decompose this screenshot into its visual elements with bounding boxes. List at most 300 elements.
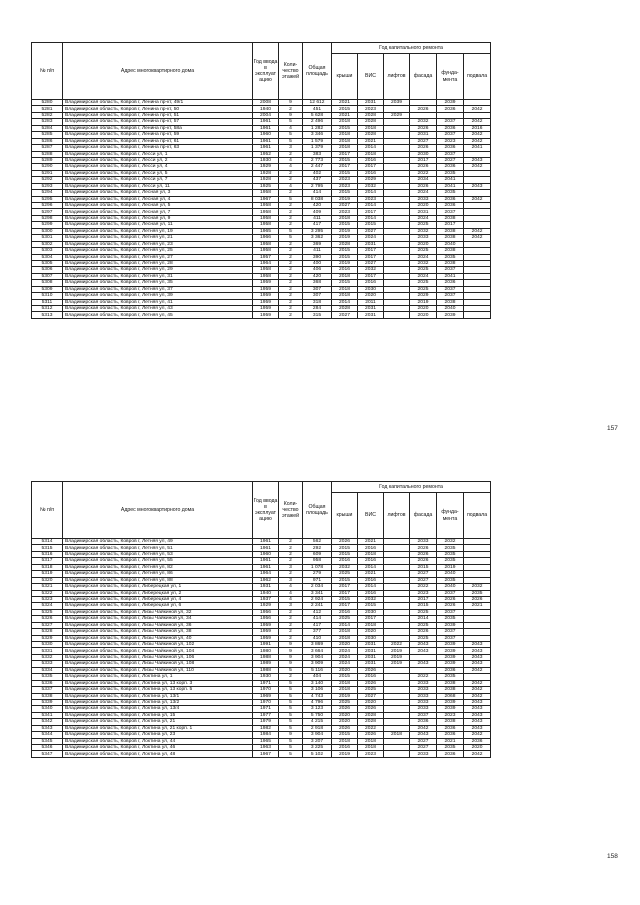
cell-value: 5 (279, 719, 303, 725)
cell-value: 1988 (253, 667, 279, 673)
cell-value: 2 (279, 209, 303, 215)
cell-value: 1959 (253, 635, 279, 641)
cell-value: 2023 (358, 106, 384, 112)
cell-value: 2068 (437, 693, 464, 699)
cell-value: 1958 (253, 222, 279, 228)
cell-value: 2 (279, 151, 303, 157)
cell-value: 2016 (464, 125, 491, 131)
cell-value: 2024 (332, 654, 358, 660)
cell-value: 2015 (332, 222, 358, 228)
header-floors: Коли-чество этажей (279, 43, 303, 100)
cell-value: 3 (279, 577, 303, 583)
table-row (32, 254, 491, 260)
cell-value: 2042 (464, 132, 491, 138)
cell-value: 2039 (437, 654, 464, 660)
cell-num: 5338 (32, 693, 63, 699)
cell-value (384, 312, 410, 318)
cell-value: 2032 (358, 596, 384, 602)
cell-value: 2036 (437, 725, 464, 731)
cell-value: 1960 (253, 132, 279, 138)
table-row (32, 138, 491, 144)
cell-address: Владимирская область, Ковров г, Ленина пр-кт, 49/1 (63, 100, 253, 106)
cell-value: 2 (279, 222, 303, 228)
cell-num: 5308 (32, 280, 63, 286)
cell-value: 1 078 (303, 564, 332, 570)
cell-address: Владимирская область, Ковров г, Лизы Чайкиной ул, 110 (63, 667, 253, 673)
cell-value: 5 (279, 751, 303, 757)
cell-address: Владимирская область, Ковров г, Летняя ул, 27 (63, 254, 253, 260)
cell-value: 2042 (464, 119, 491, 125)
cell-value: 2026 (410, 145, 437, 151)
cell-value: 2027 (410, 745, 437, 751)
cell-value: 2004 (253, 112, 279, 118)
cell-address: Владимирская область, Ковров г, Ленина пр-кт, 63 (63, 145, 253, 151)
header-basement: подвала (464, 54, 491, 100)
cell-value: 3 207 (303, 738, 332, 744)
cell-value: 2032 (464, 584, 491, 590)
cell-num: 5281 (32, 106, 63, 112)
cell-value: 4 743 (303, 693, 332, 699)
cell-num: 5331 (32, 648, 63, 654)
cell-address: Владимирская область, Ковров г, Локтина ул, 13/1 (63, 693, 253, 699)
cell-value: 1937 (253, 596, 279, 602)
cell-value: 2026 (410, 558, 437, 564)
cell-address: Владимирская область, Ковров г, Локтина ул, 48 (63, 751, 253, 757)
cell-value: 3 (279, 564, 303, 570)
cell-value: 1 379 (303, 145, 332, 151)
cell-value: 2027 (410, 738, 437, 744)
cell-num: 5285 (32, 132, 63, 138)
table-row (32, 248, 491, 254)
cell-value: 2035 (437, 545, 464, 551)
cell-value: 1988 (253, 654, 279, 660)
table-row (32, 215, 491, 221)
table-row (32, 712, 491, 718)
cell-value: 9 (279, 661, 303, 667)
table-row (32, 260, 491, 266)
cell-address: Владимирская область, Ковров г, Лесси ул, 2 (63, 157, 253, 163)
cell-value: 2027 (358, 228, 384, 234)
cell-value: 1959 (253, 312, 279, 318)
cell-value: 2031 (358, 648, 384, 654)
cell-value: 2015 (410, 603, 437, 609)
cell-value: 2017 (332, 151, 358, 157)
cell-address: Владимирская область, Ковров г, Лесная ул, 11 (63, 222, 253, 228)
cell-num: 5304 (32, 254, 63, 260)
cell-address: Владимирская область, Ковров г, Лесная ул, 9 (63, 215, 253, 221)
cell-value: 2037 (437, 267, 464, 273)
cell-num: 5297 (32, 209, 63, 215)
table-row (32, 732, 491, 738)
cell-value: 2039 (437, 312, 464, 318)
cell-value: 2032 (410, 119, 437, 125)
cell-value: 2025 (358, 687, 384, 693)
cell-value: 2038 (437, 299, 464, 305)
cell-value: 2025 (332, 699, 358, 705)
cell-value: 2018 (384, 732, 410, 738)
cell-value: 2037 (437, 209, 464, 215)
cell-value: 2019 (437, 564, 464, 570)
cell-value: 284 (303, 306, 332, 312)
cell-value: 2042 (464, 751, 491, 757)
table-row (32, 293, 491, 299)
cell-value: 5 (279, 725, 303, 731)
cell-value: 2016 (358, 280, 384, 286)
cell-value: 1964 (253, 260, 279, 266)
cell-value: 2014 (332, 622, 358, 628)
table-row (32, 622, 491, 628)
cell-value: 2019 (332, 751, 358, 757)
cell-value: 5 (279, 196, 303, 202)
cell-value: 2031 (358, 661, 384, 667)
cell-value: 2032 (410, 260, 437, 266)
cell-value: 2016 (358, 545, 384, 551)
cell-value: 2019 (332, 260, 358, 266)
cell-value: 1960 (253, 551, 279, 557)
cell-value: 2036 (410, 719, 437, 725)
cell-address: Владимирская область, Ковров г, Локтина ул, 13 корп. 3 (63, 680, 253, 686)
cell-value: 1929 (253, 603, 279, 609)
cell-value: 2039 (437, 706, 464, 712)
cell-value: 1959 (253, 622, 279, 628)
cell-address: Владимирская область, Ковров г, Лесси ул, 1 (63, 151, 253, 157)
table-row (32, 635, 491, 641)
cell-num: 5282 (32, 112, 63, 118)
cell-value: 2015 (332, 248, 358, 254)
cell-value: 414 (303, 616, 332, 622)
cell-value: 2 496 (303, 119, 332, 125)
cell-value: 2015 (410, 564, 437, 570)
cell-value: 4 (279, 596, 303, 602)
cell-value: 3 295 (303, 228, 332, 234)
cell-value: 1971 (253, 680, 279, 686)
cell-value: 1970 (253, 699, 279, 705)
cell-value: 2019 (384, 654, 410, 660)
table-row (32, 228, 491, 234)
table-row (32, 286, 491, 292)
cell-value: 2032 (358, 183, 384, 189)
cell-value: 2015 (332, 577, 358, 583)
cell-value: 2 (279, 299, 303, 305)
cell-value: 400 (303, 260, 332, 266)
cell-num: 5307 (32, 273, 63, 279)
cell-value: 2039 (437, 648, 464, 654)
cell-value: 417 (303, 622, 332, 628)
cell-address: Владимирская область, Ковров г, Лизы Чайкиной ул, 102 (63, 642, 253, 648)
cell-value: 2025 (410, 286, 437, 292)
cell-value: 2017 (358, 209, 384, 215)
table-row (32, 170, 491, 176)
table-row (32, 725, 491, 731)
cell-value: 562 (303, 539, 332, 545)
cell-value: 2043 (464, 712, 491, 718)
cell-value: 2017 (358, 273, 384, 279)
cell-address: Владимирская область, Ковров г, Летняя ул, 51 (63, 545, 253, 551)
cell-value: 2016 (332, 609, 358, 615)
cell-value: 2018 (332, 215, 358, 221)
cell-num: 5295 (32, 196, 63, 202)
cell-value: 2036 (437, 145, 464, 151)
cell-value: 2037 (437, 609, 464, 615)
cell-value: 3 123 (303, 706, 332, 712)
cell-value: 2018 (332, 629, 358, 635)
table-row (32, 745, 491, 751)
cell-value: 2022 (384, 642, 410, 648)
cell-value: 3 225 (303, 745, 332, 751)
table-row (32, 693, 491, 699)
cell-num: 5327 (32, 622, 63, 628)
cell-value: 2033 (410, 235, 437, 241)
cell-value: 2018 (332, 738, 358, 744)
cell-value: 2023 (437, 712, 464, 718)
cell-value: 2019 (384, 648, 410, 654)
cell-value: 2037 (437, 635, 464, 641)
cell-value (384, 751, 410, 757)
cell-num: 5298 (32, 215, 63, 221)
cell-value: 2021 (358, 539, 384, 545)
cell-value: 2 (279, 260, 303, 266)
cell-value: 2014 (358, 564, 384, 570)
table-row (32, 280, 491, 286)
cell-value: 2029 (384, 112, 410, 118)
cell-address: Владимирская область, Ковров г, Летняя ул, 31 (63, 273, 253, 279)
cell-value: 307 (303, 286, 332, 292)
cell-value: 9 (279, 654, 303, 660)
cell-value: 420 (303, 203, 332, 209)
cell-value: 3 904 (303, 654, 332, 660)
cell-value: 2019 (410, 299, 437, 305)
cell-num: 5333 (32, 661, 63, 667)
cell-value: 2014 (358, 215, 384, 221)
cell-value: 2026 (410, 164, 437, 170)
cell-value: 2 (279, 306, 303, 312)
cell-value: 2042 (464, 228, 491, 234)
cell-value: 2037 (437, 132, 464, 138)
cell-num: 5332 (32, 654, 63, 660)
cell-value: 2016 (332, 558, 358, 564)
cell-num: 5286 (32, 138, 63, 144)
cell-value: 3 904 (303, 732, 332, 738)
cell-value: 2017 (332, 590, 358, 596)
cell-num: 5288 (32, 151, 63, 157)
header-foundation: фунда-мента (437, 54, 464, 100)
cell-value: 2022 (410, 170, 437, 176)
cell-value: 410 (303, 635, 332, 641)
cell-address: Владимирская область, Ковров г, Летняя ул, 25 (63, 248, 253, 254)
cell-address: Владимирская область, Ковров г, Ленина пр-кт, 57 (63, 119, 253, 125)
cell-value: 2032 (332, 564, 358, 570)
cell-value: 2015 (332, 106, 358, 112)
cell-value: 2 (279, 106, 303, 112)
cell-address: Владимирская область, Ковров г, Лесси ул, 7 (63, 177, 253, 183)
cell-value: 2030 (410, 151, 437, 157)
cell-value: 2015 (332, 254, 358, 260)
cell-value: 2024 (332, 661, 358, 667)
cell-value: 2020 (358, 699, 384, 705)
cell-value: 9 (279, 642, 303, 648)
cell-value: 5 (279, 738, 303, 744)
header-facade: фасада (410, 54, 437, 100)
cell-value: 2 (279, 312, 303, 318)
header-basement: подвала (464, 493, 491, 539)
cell-value: 2031 (358, 654, 384, 660)
table-row (32, 539, 491, 545)
cell-num: 5318 (32, 564, 63, 570)
cell-value: 2043 (464, 661, 491, 667)
cell-value: 2017 (437, 222, 464, 228)
cell-value: 1961 (253, 564, 279, 570)
cell-address: Владимирская область, Ковров г, Либерецкая ул, 4 (63, 596, 253, 602)
cell-value: 2025 (410, 248, 437, 254)
cell-address: Владимирская область, Ковров г, Лесная ул, 5 (63, 203, 253, 209)
cell-value: 2027 (358, 260, 384, 266)
table-row (32, 241, 491, 247)
cell-value: 2026 (358, 706, 384, 712)
cell-value: 2018 (332, 145, 358, 151)
cell-value: 2023 (332, 177, 358, 183)
cell-value: 2015 (332, 551, 358, 557)
cell-value: 3 140 (303, 680, 332, 686)
cell-value: 2 (279, 241, 303, 247)
cell-value: 2026 (410, 106, 437, 112)
cell-value: 1967 (253, 751, 279, 757)
cell-value: 12 612 (303, 100, 332, 106)
table-row (32, 209, 491, 215)
cell-value: 2038 (437, 235, 464, 241)
cell-num: 5319 (32, 571, 63, 577)
cell-value: 2043 (410, 642, 437, 648)
cell-value: 1991 (253, 642, 279, 648)
cell-num: 5283 (32, 119, 63, 125)
cell-address: Владимирская область, Ковров г, Летняя ул, 82 (63, 564, 253, 570)
cell-address: Владимирская область, Ковров г, Лесси ул, 5 (63, 170, 253, 176)
cell-value: 2043 (464, 654, 491, 660)
cell-value: 2036 (437, 164, 464, 170)
cell-value: 2043 (464, 157, 491, 163)
cell-value: 2020 (410, 203, 437, 209)
cell-value: 2023 (332, 209, 358, 215)
cell-address: Владимирская область, Ковров г, Летняя ул, 49 (63, 539, 253, 545)
cell-value: 1959 (253, 306, 279, 312)
cell-value: 2 (279, 286, 303, 292)
cell-value: 2035 (437, 674, 464, 680)
table-row (32, 603, 491, 609)
cell-value: 420 (303, 273, 332, 279)
cell-value: 4 (279, 164, 303, 170)
cell-address: Владимирская область, Ковров г, Лизы Чайкиной ул, 108 (63, 661, 253, 667)
cell-value: 2 (279, 248, 303, 254)
cell-value: 2020 (410, 306, 437, 312)
cell-num: 5306 (32, 267, 63, 273)
cell-num: 5302 (32, 241, 63, 247)
cell-value: 383 (303, 151, 332, 157)
cell-value: 3 106 (303, 687, 332, 693)
cell-num: 5322 (32, 590, 63, 596)
cell-value: 2031 (358, 642, 384, 648)
cell-value: 2042 (464, 687, 491, 693)
cell-value: 2016 (332, 745, 358, 751)
table-row (32, 196, 491, 202)
cell-value: 2033 (410, 693, 437, 699)
cell-value: 1961 (253, 138, 279, 144)
cell-address: Владимирская область, Ковров г, Лизы Чайкиной ул, 32 (63, 609, 253, 615)
cell-value: 2022 (410, 584, 437, 590)
cell-value: 5 (279, 699, 303, 705)
cell-value: 1952 (253, 151, 279, 157)
cell-value: 2015 (332, 280, 358, 286)
cell-num: 5315 (32, 545, 63, 551)
page-number: 158 (607, 853, 618, 860)
cell-value: 318 (303, 299, 332, 305)
cell-num: 5336 (32, 680, 63, 686)
cell-value: 2 (279, 635, 303, 641)
header-lift: лифтов (384, 493, 410, 539)
cell-value: 2016 (358, 157, 384, 163)
table-row (32, 164, 491, 170)
cell-value: 2038 (437, 215, 464, 221)
cell-value: 2026 (410, 551, 437, 557)
cell-value: 2015 (358, 603, 384, 609)
cell-value: 2038 (437, 680, 464, 686)
cell-num: 5290 (32, 164, 63, 170)
cell-address: Владимирская область, Ковров г, Ленина пр-кт, 59 (63, 132, 253, 138)
cell-value: 2026 (410, 629, 437, 635)
cell-value: 2032 (358, 267, 384, 273)
cell-num: 5287 (32, 145, 63, 151)
cell-value: 3 346 (303, 132, 332, 138)
cell-num: 5346 (32, 745, 63, 751)
cell-num: 5345 (32, 738, 63, 744)
cell-value: 2024 (410, 215, 437, 221)
cell-value: 1959 (253, 286, 279, 292)
cell-value: 2028 (358, 719, 384, 725)
cell-value: 2042 (464, 235, 491, 241)
cell-num: 5343 (32, 725, 63, 731)
table-row (32, 616, 491, 622)
cell-value: 2037 (437, 293, 464, 299)
cell-num: 5280 (32, 100, 63, 106)
cell-value: 2015 (332, 732, 358, 738)
cell-value: 5 (279, 138, 303, 144)
cell-value: 2026 (332, 706, 358, 712)
cell-value: 2017 (358, 616, 384, 622)
cell-value: 2020 (464, 745, 491, 751)
cell-value: 2027 (332, 312, 358, 318)
cell-value: 1928 (253, 177, 279, 183)
cell-value: 2026 (358, 732, 384, 738)
cell-value: 1964 (253, 571, 279, 577)
cell-value: 2038 (437, 228, 464, 234)
cell-value: 2033 (410, 751, 437, 757)
cell-value: 1958 (253, 241, 279, 247)
cell-value: 2038 (437, 719, 464, 725)
cell-value: 402 (303, 170, 332, 176)
cell-num: 5340 (32, 706, 63, 712)
cell-address: Владимирская область, Ковров г, Либерецкая ул, 2 (63, 590, 253, 596)
cell-num: 5320 (32, 577, 63, 583)
table-row (32, 751, 491, 757)
header-vis: ВИС (358, 493, 384, 539)
cell-value: 2014 (358, 584, 384, 590)
cell-num: 5312 (32, 306, 63, 312)
cell-value: 5 628 (303, 112, 332, 118)
cell-value: 1957 (253, 254, 279, 260)
cell-address: Владимирская область, Ковров г, Локтина ул, 44 (63, 738, 253, 744)
cell-value: 2 241 (303, 603, 332, 609)
cell-value: 1970 (253, 687, 279, 693)
cell-num: 5301 (32, 235, 63, 241)
cell-value: 5 (279, 687, 303, 693)
